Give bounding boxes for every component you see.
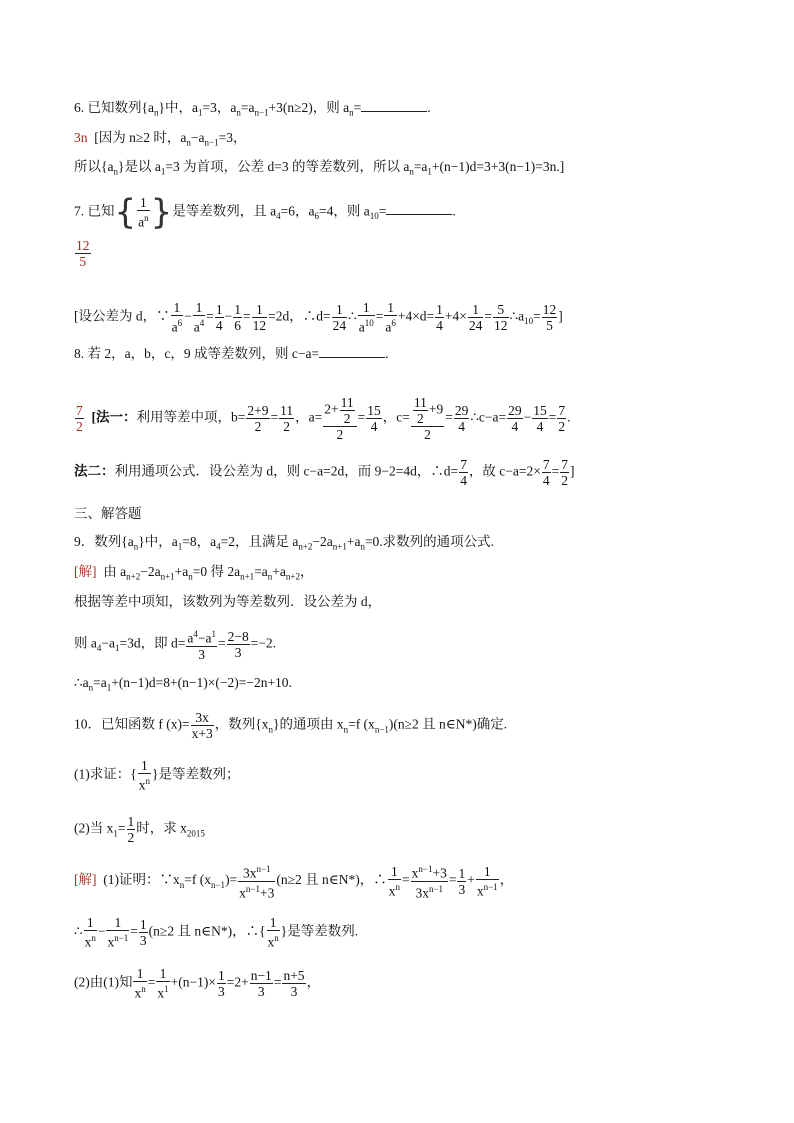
- q10-part2: (2)当 $x_1=$ $\frac{1}{2}$ 时，求 $x_{2015}$: [74, 814, 205, 845]
- answer-blank: [319, 344, 385, 358]
- q7-solution: [设公差为 d，∵ $\frac{1}{a^6}$ − $\frac{1}{a^4}$ = $\frac{1}{4}$ − $\frac{1}{6}$ = $\frac{1}{12}$ =2d，∴d= $\frac{1}{24}$ ∴ $\frac{1}{a^{10}}$ = $\frac{1}{a^6}$ +4×d= $\frac{1}{4}$ +4× $\frac{1}{24}$ = $\frac{5}{12}$ $\therefore a_{10}=$ $\frac{12}{5}$ ]: [74, 300, 563, 335]
- q9-solution-line3: 则 $a_4-a_1=3d$，即 d= $\frac{a^4-a^1}{3}$ = $\frac{2-8}{3}$ =−2.: [74, 628, 277, 662]
- answer-blank: [386, 201, 452, 215]
- q8-method2: 法二：利用通项公式．设公差为 d，则 c−a=2d，而 9−2=4d，∴d= $\frac{7}{4}$ ，故 c−a=2× $\frac{7}{4}$ = $\frac{7}{2}$ ]: [74, 457, 575, 488]
- section-heading: 三、解答题: [74, 506, 142, 521]
- q8-answer: $\frac{7}{2}$: [76, 403, 83, 434]
- q7-stem: 7. 已知{ $\frac{1}{a^n}$ }是等差数列，且 $a_4=6$，$a_6=4$，则 $a_{10}=$ .: [74, 192, 456, 233]
- q10-part1: (1)求证：{ $\frac{1}{x^n}$ }是等差数列；: [74, 758, 240, 793]
- q6-stem: 6. 已知数列$\{a_n\}$中，$a_1=3$，$a_n=a_{n-1}+3(n\ge 2)$，则 $a_n=$ .: [74, 100, 431, 118]
- q7-answer: $\frac{12}{5}$: [76, 238, 90, 269]
- right-brace: }: [150, 192, 173, 233]
- q10-solution-line3: (2)由(1)知 $\frac{1}{x^n}$ = $\frac{1}{x^1}$ +(n−1)× $\frac{1}{3}$ =2+ $\frac{n-1}{3}$ = $\frac{n+5}{3}$ ，: [74, 966, 321, 1001]
- q9-solution-line4: $\therefore a_n=a_1+(n-1)d=8+(n-1)\times(-2)=-2n+10$.: [74, 675, 292, 693]
- q10-solution-line1: [解] (1)证明：$\because x_n=f$ $(x_{n-1})=$ $\frac{3x^{n-1}}{x^{n-1}+3}$ (n≥2 且 n∈N*)，∴ $\frac{1}{x^n}$ = $\frac{x^{n-1}+3}{3x^{n-1}}$ = $\frac{1}{3}$ + $\frac{1}{x^{n-1}}$ ，: [74, 863, 514, 900]
- q10-stem: 10．已知函数 f (x)= $\frac{3x}{x+3}$ ，数列$\{x_n\}$的通项由 $x_n=f$ $(x_{n-1})(n\ge 2$ 且 n∈N*)确定.: [74, 710, 508, 741]
- q6-answer: 3n: [74, 130, 88, 145]
- left-brace: {: [114, 192, 137, 233]
- q10-solution-line2: ∴ $\frac{1}{x^n}$ − $\frac{1}{x^{n-1}}$ = $\frac{1}{3}$ (n≥2 且 n∈N*)，∴{ $\frac{1}{x^n}$ }是等差数列.: [74, 915, 359, 950]
- fraction: $\frac{1}{a^n}$: [138, 195, 149, 230]
- answer-blank: [361, 98, 427, 112]
- q9-stem: 9．数列$\{a_n\}$中，$a_1=8$，$a_4=2$，且满足 $a_{n+2}-2a_{n+1}+a_n=0$.求数列的通项公式.: [74, 534, 495, 552]
- q6-solution-line2: 所以$\{a_n\}$是以 $a_1=3$ 为首项，公差 d=3 的等差数列，所以 $a_n=a_1+(n-1)d=3+3(n-1)=3n$.]: [74, 159, 565, 177]
- q6-solution-line1: 3n [因为 n≥2 时，$a_n-a_{n-1}=3$，: [74, 130, 247, 148]
- q9-solution-line1: [解] 由 $a_{n+2}-2a_{n+1}+a_n=0$ 得 $2a_{n+1}=a_n+a_{n+2}$，: [74, 564, 314, 582]
- q8-method1: $\frac{7}{2}$ [法一：利用等差中项，b= $\frac{2+9}{2}$ = $\frac{11}{2}$ ，a= 2+ $\frac{11}{2}$ 2 = $\frac{15}{4}$ ，c= $\frac{11}{2}$ +9 2 = $\frac{29}{4}$ ∴c−a= $\frac{29}{4}$ − $\frac{15}{4}$ = $\frac{7}{2}$ .: [76, 395, 571, 442]
- q9-solution-line2: 根据等差中项知，该数列为等差数列．设公差为 d，: [74, 594, 382, 609]
- q8-stem: 8. 若 2，a，b，c，9 成等差数列，则 c−a= .: [74, 346, 389, 361]
